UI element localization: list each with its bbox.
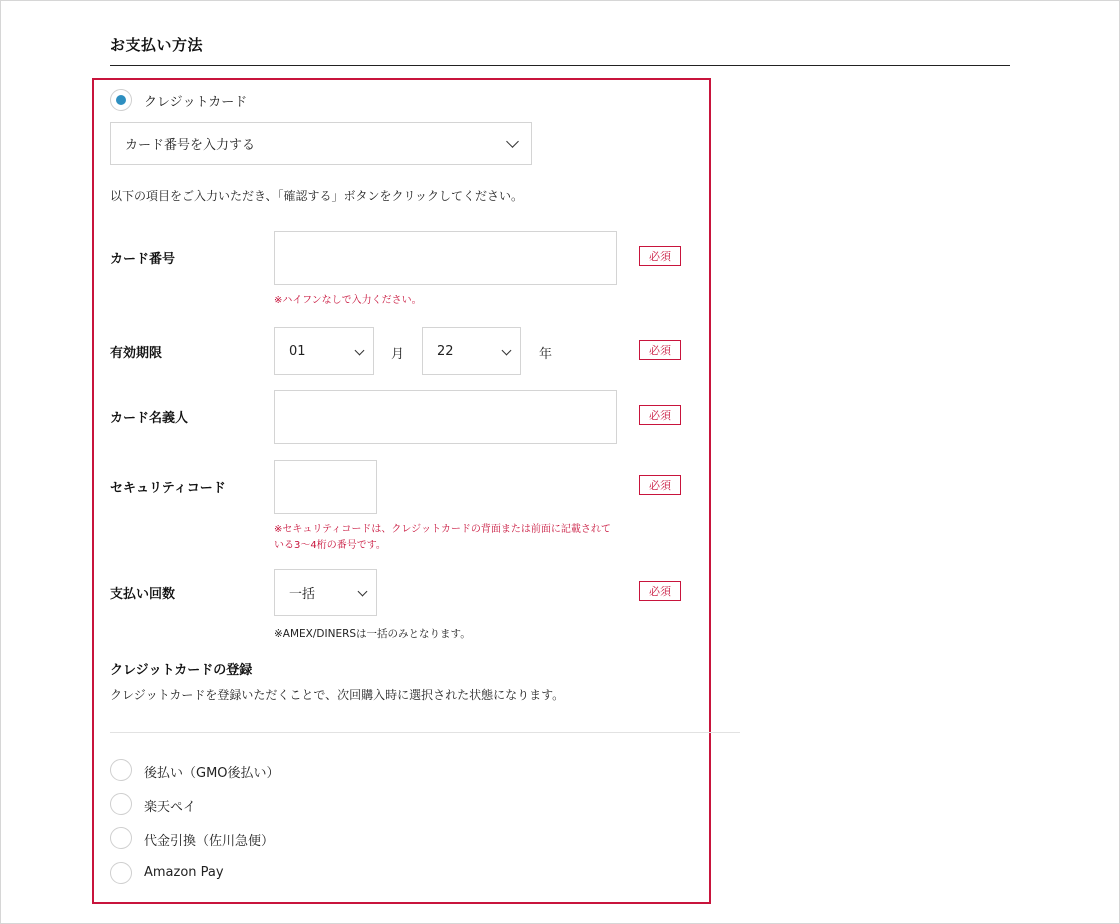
card-number-label: カード番号: [110, 252, 176, 267]
payment-option-label: 楽天ペイ: [144, 800, 197, 815]
amazon-pay-radio[interactable]: [110, 862, 132, 884]
rakuten-pay-radio[interactable]: [110, 793, 132, 815]
payment-option-label: 後払い（GMO後払い）: [144, 766, 280, 781]
section-divider: [110, 732, 740, 733]
register-card-title: クレジットカードの登録: [110, 663, 253, 678]
card-holder-input[interactable]: [274, 390, 617, 444]
expiry-label: 有効期限: [110, 346, 163, 361]
required-badge: 必須: [639, 581, 681, 601]
expiry-month-select[interactable]: [274, 327, 374, 375]
security-code-label: セキュリティコード: [110, 481, 226, 496]
card-holder-label: カード名義人: [110, 411, 189, 426]
chevron-down-icon: [506, 135, 519, 148]
chevron-down-icon: [355, 346, 365, 356]
installments-label: 支払い回数: [110, 587, 176, 602]
card-number-input[interactable]: [274, 231, 617, 285]
section-title: お支払い方法: [110, 36, 204, 54]
installments-select[interactable]: [274, 569, 377, 616]
expiry-month-value: 01: [289, 343, 306, 359]
year-unit: 年: [539, 347, 553, 362]
required-badge: 必須: [639, 246, 681, 266]
chevron-down-icon: [358, 587, 368, 597]
required-badge: 必須: [639, 405, 681, 425]
card-entry-select-value: カード番号を入力する: [125, 138, 256, 153]
installments-note: ※AMEX/DINERSは一括のみとなります。: [274, 628, 471, 640]
card-entry-select[interactable]: [110, 122, 532, 165]
payment-option-label: Amazon Pay: [144, 865, 224, 880]
installments-value: 一括: [289, 587, 316, 602]
credit-card-radio[interactable]: [110, 89, 132, 111]
credit-card-label: クレジットカード: [144, 95, 248, 110]
gmo-deferred-radio[interactable]: [110, 759, 132, 781]
payment-option-label: 代金引換（佐川急便）: [144, 834, 275, 849]
security-code-note-line2: いる3〜4桁の番号です。: [274, 540, 386, 551]
month-unit: 月: [391, 347, 405, 362]
register-card-description: クレジットカードを登録いただくことで、次回購入時に選択された状態になります。: [110, 688, 565, 702]
security-code-input[interactable]: [274, 460, 377, 514]
required-badge: 必須: [639, 340, 681, 360]
title-divider: [110, 65, 1010, 66]
cash-on-delivery-radio[interactable]: [110, 827, 132, 849]
security-code-note-line1: ※セキュリティコードは、クレジットカードの背面または前面に記載されて: [274, 524, 611, 535]
chevron-down-icon: [502, 346, 512, 356]
instruction-text: 以下の項目をご入力いただき、「確認する」ボタンをクリックしてください。: [110, 189, 524, 203]
expiry-year-value: 22: [437, 343, 454, 359]
card-number-note: ※ハイフンなしで入力ください。: [274, 295, 422, 306]
required-badge: 必須: [639, 475, 681, 495]
expiry-year-select[interactable]: [422, 327, 521, 375]
